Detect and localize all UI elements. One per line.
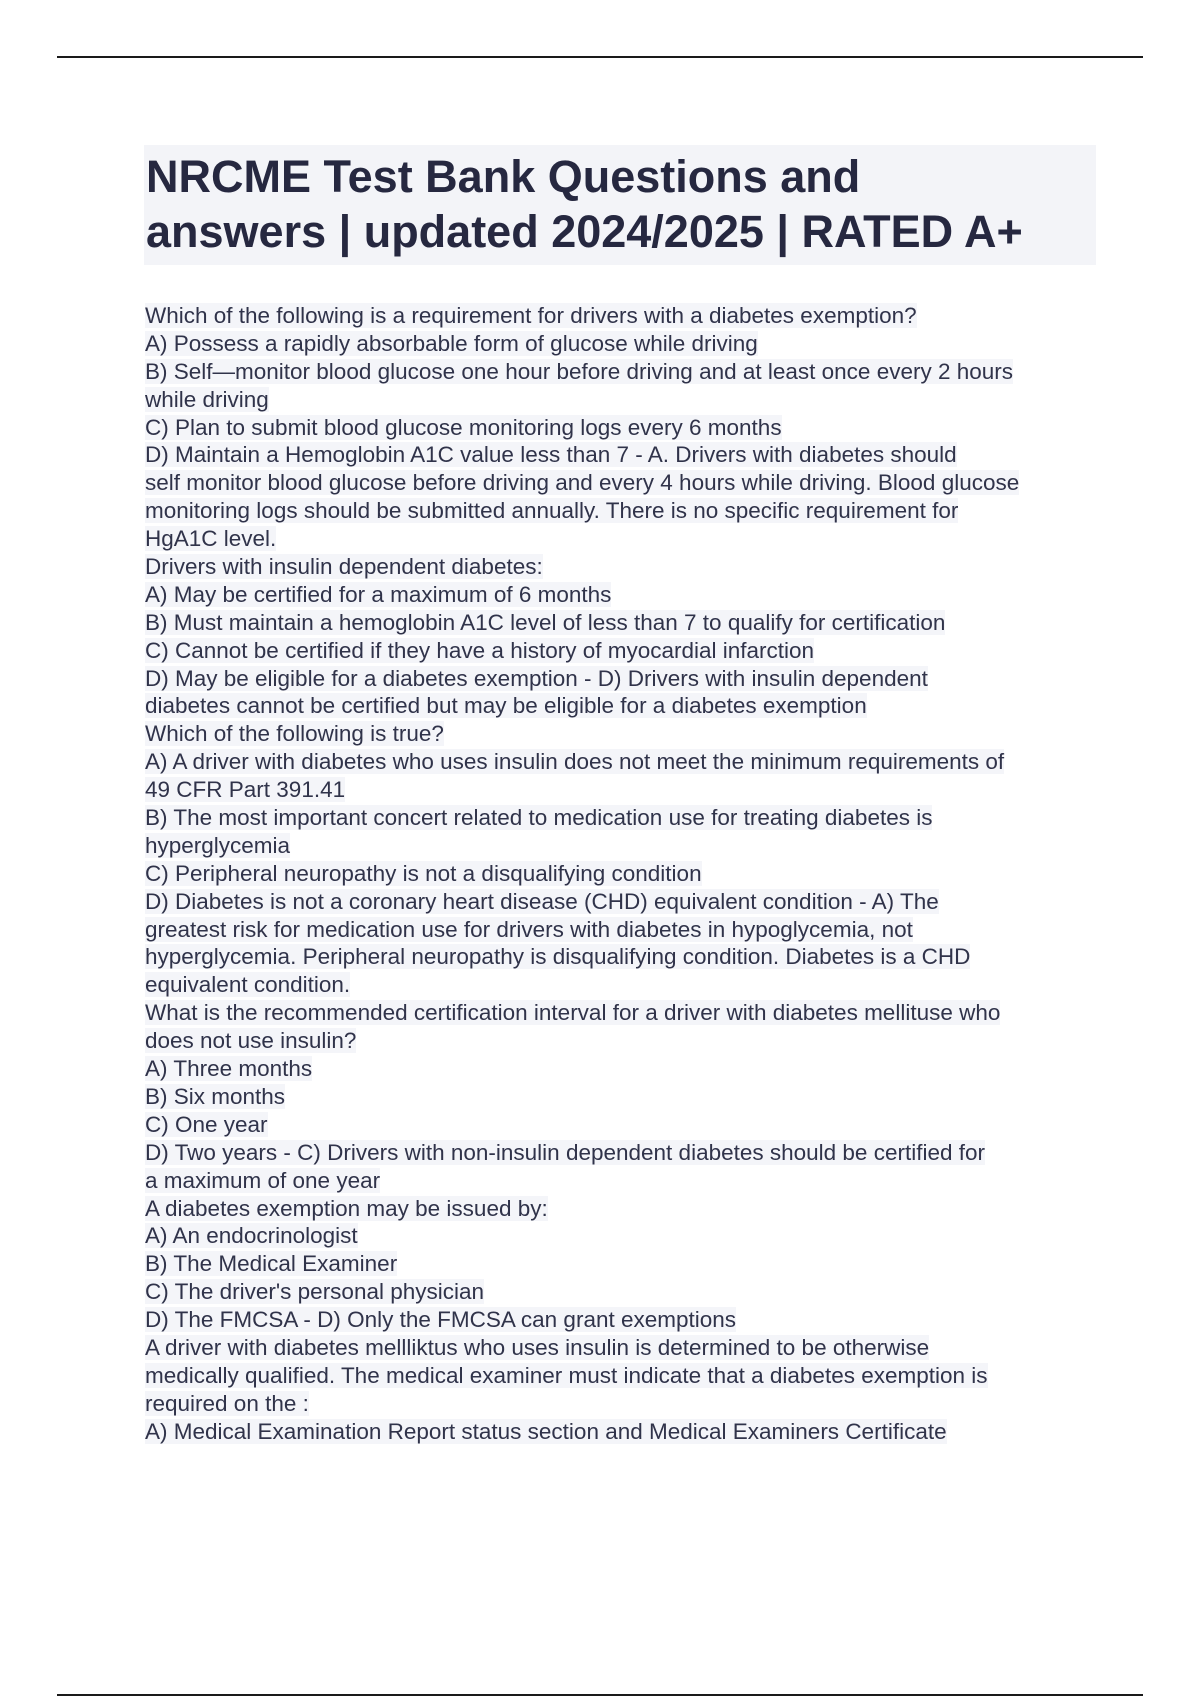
text-line <box>145 1027 1100 1055</box>
text-line <box>145 748 1100 776</box>
text-line-content: A) May be certified for a maximum of 6 months <box>145 581 612 607</box>
text-line-content: D) Maintain a Hemoglobin A1C value less than 7 - A. Drivers with diabetes should <box>145 442 957 468</box>
text-line-content: D) Two years - C) Drivers with non-insulin dependent diabetes should be certified for <box>145 1139 985 1165</box>
text-line <box>145 971 1100 999</box>
text-line-content: greatest risk for medication use for drivers with diabetes in hypoglycemia, not <box>145 916 913 942</box>
text-line-content: required on the : <box>145 1390 309 1416</box>
text-line <box>145 1334 1100 1362</box>
text-line-content: Which of the following is a requirement for drivers with a diabetes exemption? <box>145 303 917 328</box>
title-line-2: answers | updated 2024/2025 | RATED A+ <box>146 206 1023 257</box>
text-line <box>145 469 1100 497</box>
text-line-content: A) A driver with diabetes who uses insulin does not meet the minimum requirements of <box>145 749 1005 775</box>
text-line-content: HgA1C level. <box>145 526 277 552</box>
text-line-content: 49 CFR Part 391.41 <box>145 777 346 803</box>
document-body <box>145 302 1100 1446</box>
text-line-content: D) Diabetes is not a coronary heart disease (CHD) equivalent condition - A) The <box>145 888 939 914</box>
text-line <box>145 1055 1100 1083</box>
text-line-content: C) The driver's personal physician <box>145 1279 485 1305</box>
text-line-content: A) Possess a rapidly absorbable form of glucose while driving <box>145 330 758 356</box>
text-line <box>145 916 1100 944</box>
text-line-content: A driver with diabetes mellliktus who uses insulin is determined to be otherwise <box>145 1334 930 1360</box>
text-line-content: equivalent condition. <box>145 972 351 998</box>
text-line-content: hyperglycemia. Peripheral neuropathy is disqualifying condition. Diabetes is a CHD <box>145 944 971 970</box>
text-line <box>145 1111 1100 1139</box>
text-line <box>145 609 1100 637</box>
text-line-content: a maximum of one year <box>145 1167 381 1193</box>
text-line <box>145 1167 1100 1195</box>
text-line-content: Drivers with insulin dependent diabetes: <box>145 554 543 580</box>
text-line-content: C) Plan to submit blood glucose monitoring logs every 6 months <box>145 414 782 440</box>
text-line <box>145 804 1100 832</box>
text-line <box>145 1362 1100 1390</box>
text-line <box>145 720 1100 748</box>
text-line-content: A) Medical Examination Report status section and Medical Examiners Certificate <box>145 1418 947 1444</box>
text-line-content: self monitor blood glucose before driving and every 4 hours while driving. Blood glucose <box>145 470 1020 496</box>
text-line-content: hyperglycemia <box>145 832 291 858</box>
text-line-content: A diabetes exemption may be issued by: <box>145 1195 548 1221</box>
text-line <box>145 888 1100 916</box>
page-title <box>144 145 1096 265</box>
text-line <box>145 1418 1100 1446</box>
text-line <box>145 1390 1100 1418</box>
text-line <box>145 1222 1100 1250</box>
text-line-content: A) An endocrinologist <box>145 1223 358 1249</box>
text-line-content: B) Must maintain a hemoglobin A1C level of less than 7 to qualify for certification <box>145 609 946 635</box>
text-line <box>145 497 1100 525</box>
text-line-content: D) May be eligible for a diabetes exemption - D) Drivers with insulin dependent <box>145 665 928 691</box>
text-line-content: B) Six months <box>145 1083 286 1109</box>
text-line-content: C) Peripheral neuropathy is not a disqualifying condition <box>145 860 702 886</box>
text-line-content: does not use insulin? <box>145 1028 357 1054</box>
text-line-content: while driving <box>145 386 269 412</box>
text-line-content: diabetes cannot be certified but may be eligible for a diabetes exemption <box>145 693 867 719</box>
text-line <box>145 1139 1100 1167</box>
text-line-content: B) The Medical Examiner <box>145 1251 398 1277</box>
text-line <box>145 999 1100 1027</box>
text-line <box>145 1195 1100 1223</box>
text-line <box>145 776 1100 804</box>
text-line <box>145 637 1100 665</box>
text-line <box>145 860 1100 888</box>
text-line-content: monitoring logs should be submitted annually. There is no specific requirement for <box>145 498 959 524</box>
text-line <box>145 1250 1100 1278</box>
text-line <box>145 1083 1100 1111</box>
text-line <box>145 553 1100 581</box>
text-line-content: What is the recommended certification interval for a driver with diabetes mellituse who <box>145 1000 1001 1026</box>
text-line <box>145 692 1100 720</box>
text-line <box>145 581 1100 609</box>
text-line <box>145 832 1100 860</box>
text-line-content: Which of the following is true? <box>145 721 444 747</box>
text-line <box>145 943 1100 971</box>
text-line-content: B) Self—monitor blood glucose one hour before driving and at least once every 2 hours <box>145 358 1014 384</box>
text-line <box>145 414 1100 442</box>
text-line-content: medically qualified. The medical examiner must indicate that a diabetes exemption is <box>145 1362 988 1388</box>
text-line-content: A) Three months <box>145 1056 313 1082</box>
text-line <box>145 441 1100 469</box>
top-rule <box>57 56 1143 58</box>
text-line <box>145 330 1100 358</box>
bottom-rule <box>57 1694 1143 1696</box>
text-line <box>145 665 1100 693</box>
text-line-content: D) The FMCSA - D) Only the FMCSA can grant exemptions <box>145 1307 737 1333</box>
text-line-content: C) One year <box>145 1111 268 1137</box>
text-line <box>145 302 1100 330</box>
text-line <box>145 1278 1100 1306</box>
text-line <box>145 525 1100 553</box>
text-line <box>145 1306 1100 1334</box>
text-line-content: C) Cannot be certified if they have a history of myocardial infarction <box>145 637 815 663</box>
text-line <box>145 358 1100 386</box>
text-line <box>145 386 1100 414</box>
title-line-1: NRCME Test Bank Questions and <box>146 151 861 202</box>
text-line-content: B) The most important concert related to medication use for treating diabetes is <box>145 805 933 831</box>
